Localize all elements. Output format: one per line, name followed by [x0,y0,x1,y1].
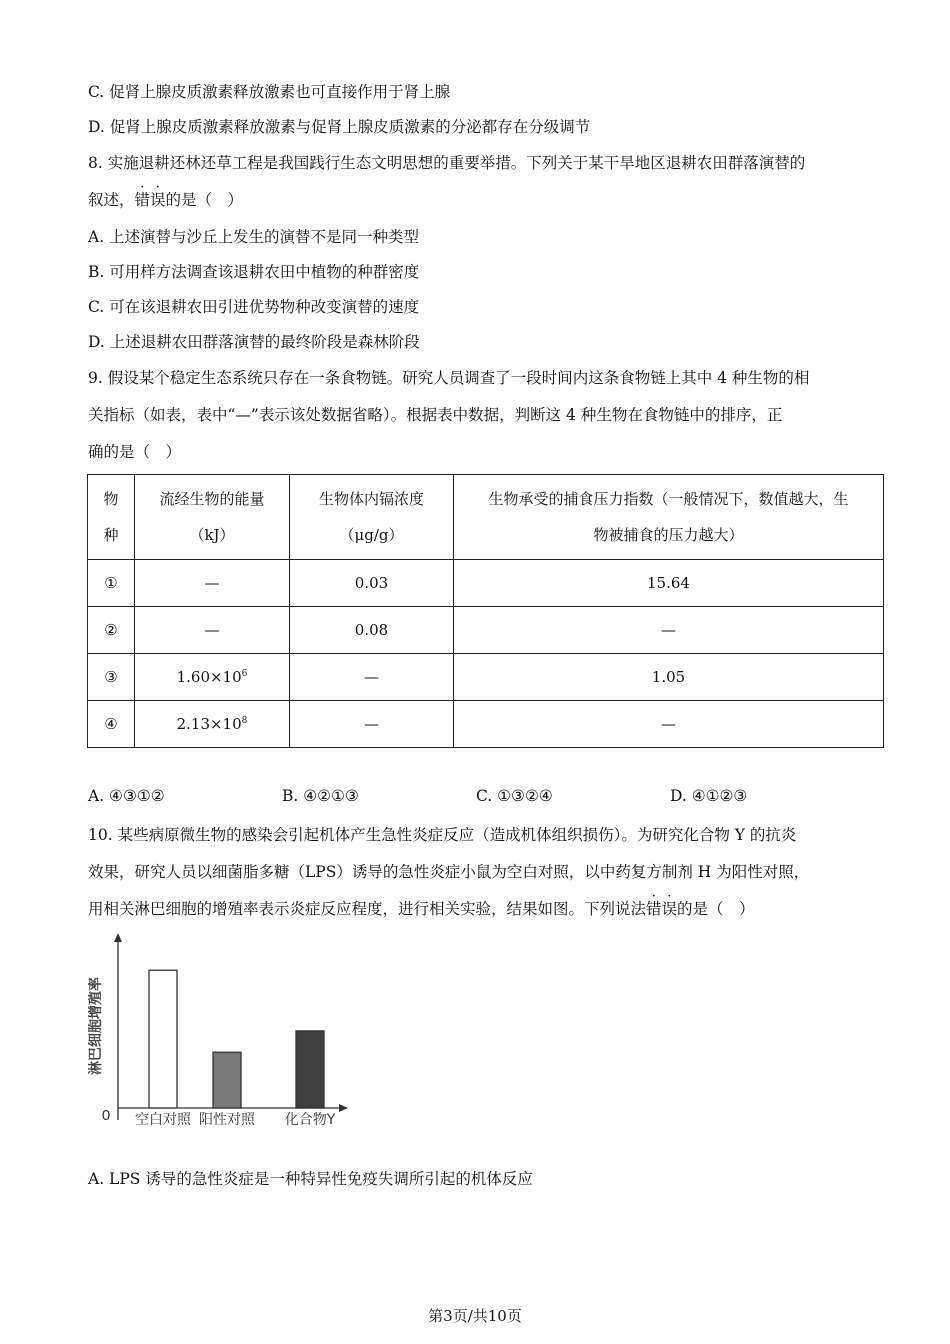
q9-stem-line3: 确的是（ ） [88,443,182,461]
table-cell-pressure: 15.64 [454,560,884,607]
bar-3 [296,1031,324,1108]
page-footer: 第3页/共10页 [428,1307,522,1325]
x-tick-label: 化合物Y [284,1112,336,1128]
y-axis-label: 淋巴细胞增殖率 [88,977,104,1075]
table-cell-energy: $2.13\times 10^8$ [135,701,290,748]
table-header-cadmium: 生物体内镉浓度 （μg/g） [290,475,454,560]
bar-1 [149,970,177,1108]
table-cell-species: ② [88,607,135,654]
table-cell-cadmium: — [290,701,454,748]
bar-chart [88,930,363,1135]
bar-2 [213,1052,241,1108]
y-axis-arrow [114,933,122,942]
table-header-energy: 流经生物的能量 （kJ） [135,475,290,560]
table-cell-pressure: 1.05 [454,654,884,701]
q8-option-a: A. 上述演替与沙丘上发生的演替不是同一种类型 [88,228,420,246]
table-cell-species: ③ [88,654,135,701]
table-cell-species: ① [88,560,135,607]
q8-stem-text: 叙述， [88,191,135,209]
table-cell-energy: $1.60\times 10^6$ [135,654,290,701]
q7-option-d: D. 促肾上腺皮质激素释放激素与促肾上腺皮质激素的分泌都存在分级调节 [88,118,591,136]
emphasis-char: 错 [646,900,662,918]
table-cell-energy: — [135,560,290,607]
q10-option-a: A. LPS 诱导的急性炎症是一种特异性免疫失调所引起的机体反应 [88,1170,533,1188]
table-header-species: 物 种 [88,475,135,560]
q10-stem-line2: 效果，研究人员以细菌脂多糖（LPS）诱导的急性炎症小鼠为空白对照，以中药复方制剂 H 为阳性对照， [88,863,810,881]
q10-stem-text: 用相关淋巴细胞的增殖率表示炎症反应程度，进行相关实验，结果如图。下列说法 [88,900,647,918]
q10-stem-text: 的是（ ） [677,900,755,918]
table-cell-pressure: — [454,701,884,748]
table-row [88,607,884,654]
table-cell-cadmium: 0.03 [290,560,454,607]
q8-option-b: B. 可用样方法调查该退耕农田中植物的种群密度 [88,263,420,281]
q8-stem-text: 的是（ ） [165,191,244,209]
q8-option-d: D. 上述退耕农田群落演替的最终阶段是森林阶段 [88,333,420,351]
q8-option-c: C. 可在该退耕农田引进优势物种改变演替的速度 [88,298,420,316]
q10-stem-line1: 10. 某些病原微生物的感染会引起机体产生急性炎症反应（造成机体组织损伤）。为研究化合物 Y 的抗炎 [88,826,797,844]
x-tick-label: 阳性对照 [199,1112,255,1128]
table-row [88,560,884,607]
table-cell-species: ④ [88,701,135,748]
table-cell-cadmium: 0.08 [290,607,454,654]
x-axis-arrow [339,1104,348,1112]
q9-stem-line2: 关指标（如表，表中“—”表示该处数据省略）。根据表中数据，判断这 4 种生物在食物链中的排序，正 [88,406,783,424]
table-cell-energy: — [135,607,290,654]
q9-stem-line1: 9. 假设某个稳定生态系统只存在一条食物链。研究人员调查了一段时间内这条食物链上其中 4 种生物的相 [88,369,810,387]
q9-option-c: C. ①③②④ [476,787,553,805]
table-row [88,701,884,748]
emphasis-char: 错 [134,191,151,209]
q10-stem-line3 [88,899,755,919]
q9-option-b: B. ④②①③ [282,787,359,805]
q9-option-d: D. ④①②③ [670,787,748,805]
emphasis-char: 误 [150,191,166,209]
table-header-row [88,475,884,560]
q8-stem-line1: 8. 实施退耕还林还草工程是我国践行生态文明思想的重要举措。下列关于某干旱地区退耕农田群落演替的 [88,154,806,172]
emphasis-char: 误 [661,900,678,918]
table-cell-pressure: — [454,607,884,654]
origin-label: 0 [101,1107,111,1124]
x-tick-label: 空白对照 [135,1112,191,1128]
table-row [88,654,884,701]
table-header-pressure: 生物承受的捕食压力指数（一般情况下，数值越大，生 物被捕食的压力越大） [454,475,884,560]
table-cell-cadmium: — [290,654,454,701]
q8-stem-line2 [88,190,243,210]
q9-table [87,474,884,748]
q9-option-a: A. ④③①② [88,787,165,805]
q7-option-c: C. 促肾上腺皮质激素释放激素也可直接作用于肾上腺 [88,83,451,101]
